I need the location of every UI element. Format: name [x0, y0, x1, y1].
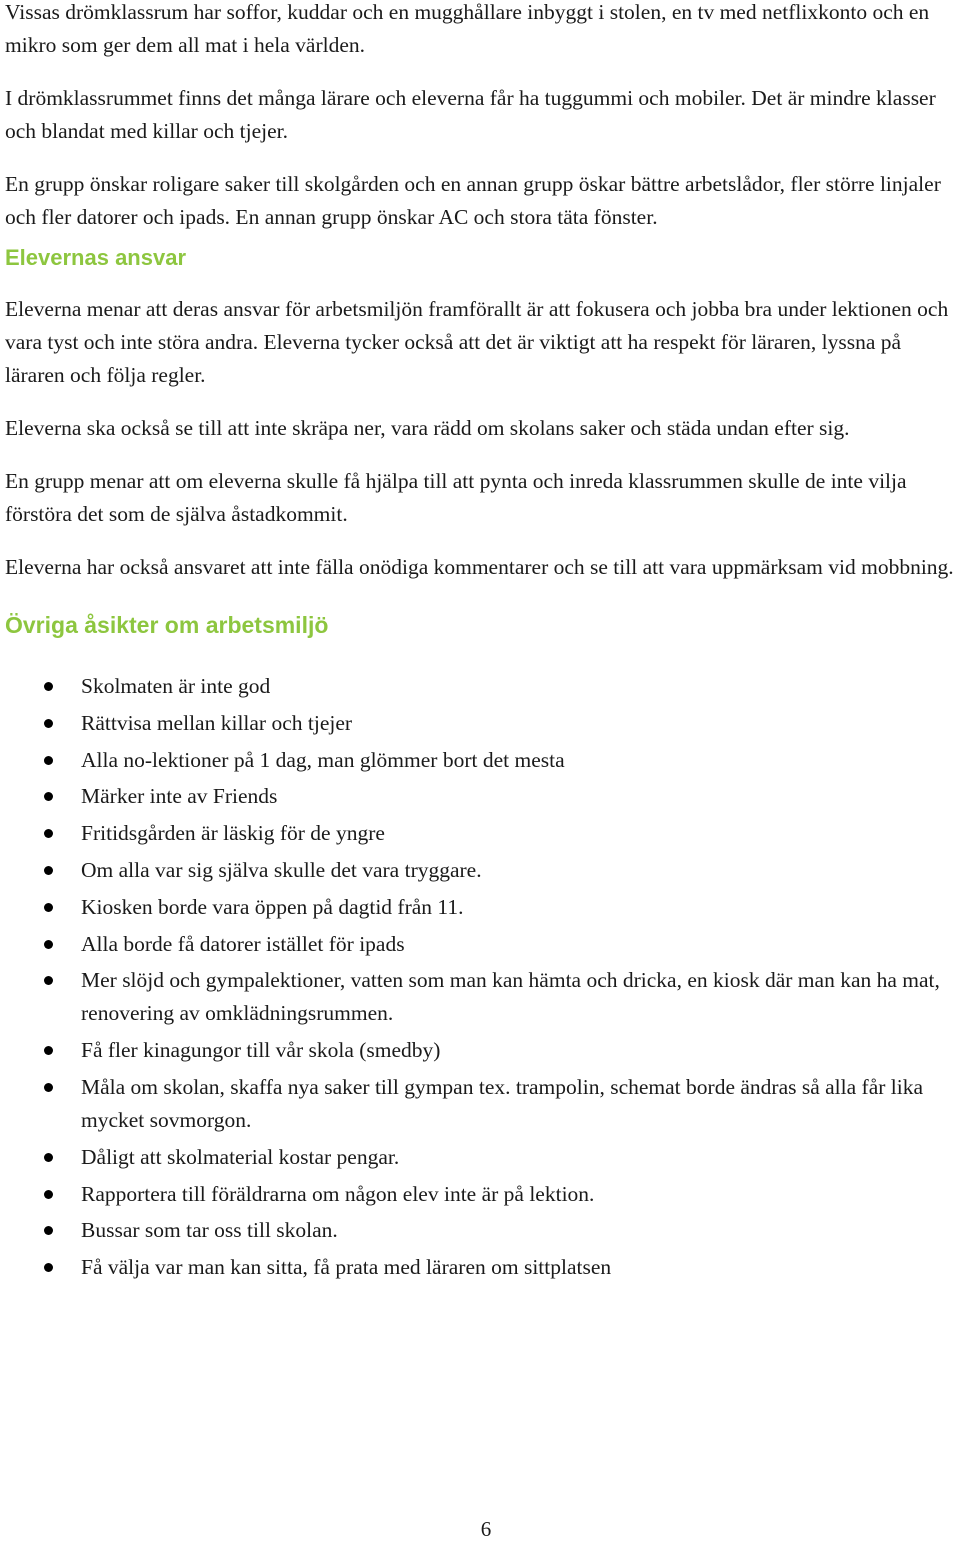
list-item-text: Få välja var man kan sitta, få prata med läraren om sittplatsen	[81, 1255, 612, 1280]
bullet-icon	[44, 1083, 53, 1092]
heading-ovriga-asikter: Övriga åsikter om arbetsmiljö	[5, 612, 329, 638]
bullet-icon	[44, 1190, 53, 1199]
list-item-text: Dåligt att skolmaterial kostar pengar.	[81, 1144, 400, 1169]
paragraph-group-wishes: En grupp önskar roligare saker till skolgården och en annan grupp öskar bättre arbetslådor, fler större linjaler och fler datorer och ipads. En annan grupp önskar AC och stora täta fönster.	[5, 172, 941, 229]
list-item-text: Få fler kinagungor till vår skola (smedby)	[81, 1038, 441, 1063]
heading-elevernas-ansvar: Elevernas ansvar	[5, 245, 187, 270]
list-item-text: Bussar som tar oss till skolan.	[81, 1218, 338, 1243]
paragraph-responsibility-clean: Eleverna ska också se till att inte skräpa ner, vara rädd om skolans saker och städa undan efter sig.	[5, 416, 850, 440]
paragraph-responsibility-bullying: Eleverna har också ansvaret att inte fälla onödiga kommentarer och se till att vara uppmärksam vid mobbning.	[5, 555, 954, 579]
bullet-icon	[44, 682, 53, 691]
list-item	[5, 1178, 960, 1211]
list-item	[5, 780, 960, 813]
list-item-text: Kiosken borde vara öppen på dagtid från 11.	[81, 894, 464, 919]
list-item-text: Fritidsgården är läskig för de yngre	[81, 821, 385, 846]
paragraph-responsibility-decorate: En grupp menar att om eleverna skulle få hjälpa till att pynta och inreda klassrummen skulle de inte vilja förstöra det som de själva åstadkommit.	[5, 469, 907, 526]
list-item-text: Om alla var sig själva skulle det vara tryggare.	[81, 857, 482, 882]
list-item-text: Alla borde få datorer istället för ipads	[81, 931, 405, 956]
list-item-text: Rättvisa mellan killar och tjejer	[81, 710, 353, 735]
bullet-icon	[44, 903, 53, 912]
bullet-icon	[44, 866, 53, 875]
list-item	[5, 1251, 960, 1284]
list-item-text: Skolmaten är inte god	[81, 674, 271, 698]
document-page	[5, 0, 960, 1288]
bullet-icon	[44, 1263, 53, 1272]
bullet-icon	[44, 792, 53, 801]
page-number: 6	[480, 1517, 492, 1541]
bullet-icon	[44, 1046, 53, 1055]
list-item	[5, 964, 960, 1030]
list-item	[5, 670, 960, 703]
list-item-text: Måla om skolan, skaffa nya saker till gympan tex. trampolin, schemat borde ändras så alla får lika mycket sovmorgon.	[81, 1074, 924, 1132]
list-item	[5, 1071, 960, 1137]
bullet-icon	[44, 1153, 53, 1162]
paragraph-responsibility-focus: Eleverna menar att deras ansvar för arbetsmiljön framförallt är att fokusera och jobba bra under lektionen och vara tyst och inte störa andra. Eleverna tycker också att det är viktigt att ha respekt för läraren, lyssna på läraren och följa regler.	[5, 297, 949, 387]
bullet-icon	[44, 829, 53, 838]
list-item	[5, 1141, 960, 1174]
paragraph-teachers-gum: I drömklassrummet finns det många lärare och eleverna får ha tuggummi och mobiler. Det är mindre klasser och blandat med killar och tjejer.	[5, 86, 936, 143]
list-item-text: Märker inte av Friends	[81, 784, 278, 809]
list-item	[5, 1034, 960, 1067]
list-item	[5, 1214, 960, 1247]
bullet-icon	[44, 756, 53, 765]
bullet-icon	[44, 940, 53, 949]
bullet-icon	[44, 719, 53, 728]
list-item-text: Rapportera till föräldrarna om någon elev inte är på lektion.	[81, 1181, 595, 1206]
list-item-text: Alla no-lektioner på 1 dag, man glömmer bort det mesta	[81, 747, 565, 772]
list-item	[5, 817, 960, 850]
bullet-icon	[44, 1226, 53, 1235]
opinions-list	[5, 670, 960, 1284]
list-item	[5, 928, 960, 961]
list-item-text: Mer slöjd och gympalektioner, vatten som man kan hämta och dricka, en kiosk där man kan ha mat, renovering av omklädningsrummen.	[81, 968, 940, 1026]
bullet-icon	[44, 976, 53, 985]
list-item	[5, 854, 960, 887]
list-item	[5, 707, 960, 740]
list-item	[5, 744, 960, 777]
paragraph-dream-classroom: Vissas drömklassrum har soffor, kuddar och en mugghållare inbyggt i stolen, en tv med netflixkonto och en mikro som ger dem all mat i hela världen.	[5, 0, 930, 57]
list-item	[5, 891, 960, 924]
